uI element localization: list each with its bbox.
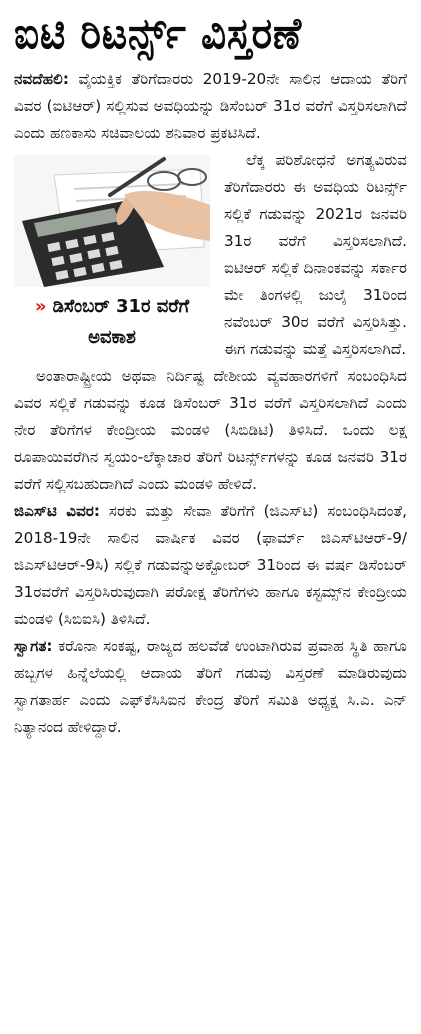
intro-paragraph bbox=[14, 66, 407, 147]
section-gst-lead: ಜಿಎಸ್‌ಟಿ ವಿವರ: bbox=[14, 502, 100, 520]
intro-text: ವೈಯಕ್ತಿಕ ತೆರಿಗೆದಾರರು 2019-20ನೇ ಸಾಲಿನ ಆದಾಯ ತೆರಿಗೆ ವಿವರ (ಐಟಿಆರ್) ಸಲ್ಲಿಸುವ ಅವಧಿಯನ್ನು ಡಿಸೆಂಬರ್ 31ರ ವರೆಗೆ ವಿಸ್ತರಿಸಲಾಗಿದೆ ಎಂದು ಹಣಕಾಸು ಸಚಿವಾಲಯ ಶನಿವಾರ ಪ್ರಕಟಿಸಿದೆ. bbox=[14, 70, 407, 142]
caption-text: ಡಿಸೆಂಬರ್ 31ರ ವರೆಗೆ ಅವಕಾಶ bbox=[52, 296, 190, 348]
article-body bbox=[14, 66, 407, 741]
calculator-photo bbox=[14, 155, 210, 287]
headline: ಐಟಿ ರಿಟರ್ನ್ಸ್ ವಿಸ್ತರಣೆ bbox=[14, 9, 303, 59]
paragraph-2: ಅಂತಾರಾಷ್ಟ್ರೀಯ ಅಥವಾ ನಿರ್ದಿಷ್ಟ ದೇಶೀಯ ವ್ಯವಹಾರಗಳಿಗೆ ಸಂಬಂಧಿಸಿದ ವಿವರ ಸಲ್ಲಿಕೆ ಗಡುವನ್ನು ಕೂಡ ಡಿಸೆಂಬರ್ 31ರ ವರೆಗೆ ವಿಸ್ತರಿಸಲಾಗಿದೆ ಎಂದು ನೇರ ತೆರಿಗೆಗಳ ಕೇಂದ್ರೀಯ ಮಂಡಳಿ (ಸಿಬಿಡಿಟಿ) ತಿಳಿಸಿದೆ. ಒಂದು ಲಕ್ಷ ರೂಪಾಯಿವರೆಗಿನ ಸ್ವಯಂ-ಲೆಕ್ಕಾಚಾರ ತೆರಿಗೆ ರಿಟರ್ನ್ಸ್‌ಗಳನ್ನು ಕೂಡ ಜನವರಿ 31ರ ವರೆಗೆ ಸಲ್ಲಿಸಬಹುದಾಗಿದೆ ಎಂದು ಮಂಡಳಿ ಹೇಳಿದೆ. bbox=[14, 367, 407, 493]
section-welcome-text: ಕರೊನಾ ಸಂಕಷ್ಟ, ರಾಜ್ಯದ ಹಲವೆಡೆ ಉಂಟಾಗಿರುವ ಪ್ರವಾಹ ಸ್ಥಿತಿ ಹಾಗೂ ಹಬ್ಬಗಳ ಹಿನ್ನೆಲೆಯಲ್ಲಿ ಆದಾಯ ತೆರಿಗೆ ಗಡುವು ವಿಸ್ತರಣೆ ಮಾಡಿರುವುದು ಸ್ವಾಗತಾರ್ಹ ಎಂದು ಎಫ್‌ಕೆಸಿಸಿಐನ ಕೇಂದ್ರ ತೆರಿಗೆ ಸಮಿತಿ ಅಧ್ಯಕ್ಷ ಸಿ.ಎ. ಎನ್ ನಿತ್ಯಾನಂದ ಹೇಳಿದ್ದಾರೆ. bbox=[14, 637, 407, 736]
article-figure bbox=[14, 155, 210, 353]
dateline: ನವದೆಹಲಿ: bbox=[14, 70, 69, 88]
paragraph-1: ಲೆಕ್ಕ ಪರಿಶೋಧನೆ ಅಗತ್ಯವಿರುವ ತೆರಿಗೆದಾರರು ಈ ಅವಧಿಯ ರಿಟರ್ನ್ಸ್ ಸಲ್ಲಿಕೆ ಗಡುವನ್ನು 2021ರ ಜನವರಿ 31ರ ವರೆಗೆ ವಿಸ್ತರಿಸಲಾಗಿದೆ. ಐಟಿಆರ್ ಸಲ್ಲಿಕೆ ದಿನಾಂಕವನ್ನು ಸರ್ಕಾರ ಮೇ ತಿಂಗಳಲ್ಲಿ ಜುಲೈ 31ರಿಂದ ನವೆಂಬರ್ 30ರ ವರೆಗೆ ವಿಸ್ತರಿಸಿತ್ತು. ಈಗ ಗಡುವನ್ನು ಮತ್ತೆ ವಿಸ್ತರಿಸಲಾಗಿದೆ. bbox=[224, 151, 407, 358]
figure-caption bbox=[14, 291, 210, 353]
caption-marker: » bbox=[34, 296, 47, 317]
section-welcome bbox=[14, 633, 407, 741]
section-welcome-lead: ಸ್ವಾಗತ: bbox=[14, 637, 53, 655]
section-gst bbox=[14, 498, 407, 633]
section-gst-text: ಸರಕು ಮತ್ತು ಸೇವಾ ತೆರಿಗೆಗೆ (ಜಿಎಸ್‌ಟಿ) ಸಂಬಂಧಿಸಿದಂತೆ, 2018-19ನೇ ಸಾಲಿನ ವಾರ್ಷಿಕ ವಿವರ (ಫಾರ್ಮ್ ಜಿಎಸ್‌ಟಿಆರ್-9/ ಜಿಎಸ್‌ಟಿಆರ್-9ಸಿ) ಸಲ್ಲಿಕೆ ಗಡುವನ್ನುಅಕ್ಟೋಬರ್ 31ರಿಂದ ಈ ವರ್ಷ ಡಿಸೆಂಬರ್ 31ರವರೆಗೆ ವಿಸ್ತರಿಸಿರುವುದಾಗಿ ಪರೋಕ್ಷ ತೆರಿಗೆಗಳು ಹಾಗೂ ಕಸ್ಟಮ್ಸ್‌ನ ಕೇಂದ್ರೀಯ ಮಂಡಳಿ (ಸಿಬಿಐಸಿ) ತಿಳಿಸಿದೆ. bbox=[14, 502, 407, 628]
